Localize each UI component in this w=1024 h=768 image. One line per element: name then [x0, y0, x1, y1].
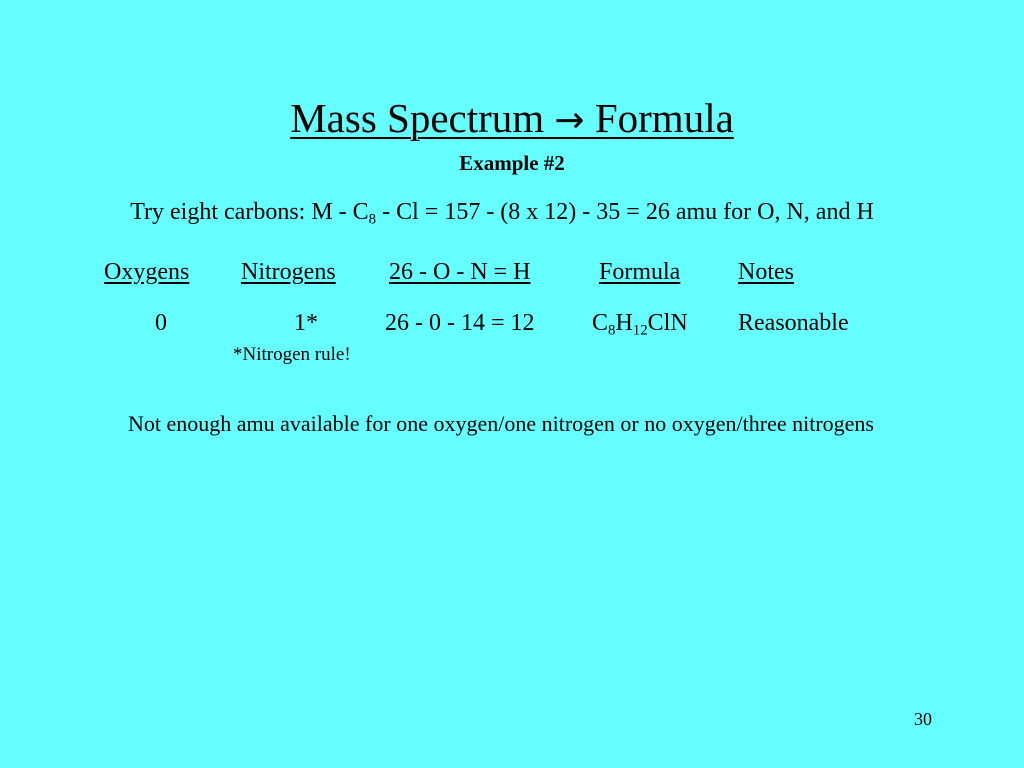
slide-title	[0, 92, 1024, 147]
formula-hydrogen-count: 12	[632, 322, 648, 339]
slide-subtitle: Example #2	[459, 151, 565, 175]
header-oxygens: Oxygens	[104, 259, 190, 285]
title-left-text: Mass Spectrum	[290, 95, 545, 141]
page-number: 30	[914, 709, 932, 729]
formula-carbon-count: 8	[608, 322, 616, 339]
calculation-line	[0, 197, 1004, 227]
calc-suffix: - Cl = 157 - (8 x 12) - 35 = 26 amu for O, N, and H	[376, 199, 874, 225]
formula-hydrogen: H	[615, 310, 633, 336]
title-right-text: Formula	[594, 95, 734, 141]
formula-carbon: C	[592, 310, 609, 336]
calc-prefix: Try eight carbons: M - C	[130, 199, 369, 225]
cell-notes: Reasonable	[738, 310, 849, 336]
footnote: *Nitrogen rule!	[233, 344, 351, 365]
cell-nitrogens: 1*	[294, 310, 318, 336]
header-nitrogens: Nitrogens	[241, 259, 336, 285]
header-hydrogen-calc: 26 - O - N = H	[389, 259, 531, 285]
calc-subscript: 8	[368, 211, 377, 228]
header-notes: Notes	[738, 259, 794, 285]
cell-oxygens: 0	[155, 310, 167, 336]
formula-rest: ClN	[647, 310, 688, 336]
header-formula: Formula	[599, 259, 681, 285]
conclusion-text: Not enough amu available for one oxygen/one nitrogen or no oxygen/three nitrogens	[128, 411, 874, 436]
cell-hydrogens: 26 - 0 - 14 = 12	[385, 310, 535, 336]
cell-formula	[592, 308, 688, 338]
right-arrow-icon: →	[554, 100, 585, 141]
